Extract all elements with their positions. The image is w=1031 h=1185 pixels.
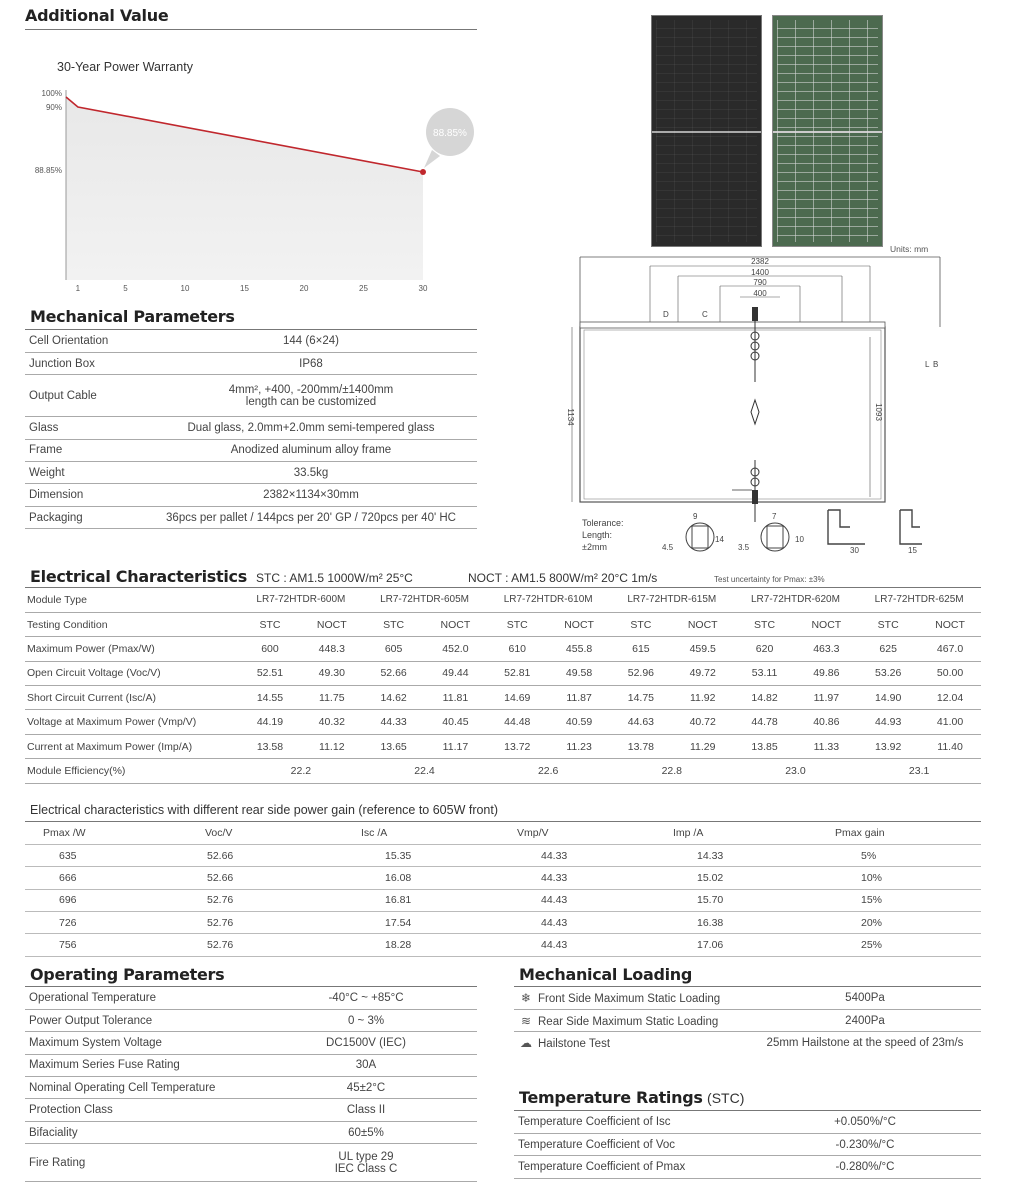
model-name: LR7-72HTDR-625M	[857, 588, 981, 612]
electrical-cell: 49.30	[301, 661, 363, 685]
mechanical-value-line: Dual glass, 2.0mm+2.0mm semi-tempered glass	[187, 421, 435, 434]
electrical-cell: 11.97	[795, 686, 857, 710]
rear-gain-header: Voc/V	[201, 822, 357, 844]
mechanical-row	[25, 439, 477, 461]
x-tick-label: 10	[180, 284, 190, 293]
model-name: LR7-72HTDR-615M	[610, 588, 734, 612]
stc-header: STC	[363, 612, 425, 636]
mechanical-label: Output Cable	[25, 375, 145, 417]
electrical-cell: 53.26	[857, 661, 919, 685]
rear-gain-cell: 52.76	[201, 934, 357, 956]
operating-label: Protection Class	[25, 1099, 255, 1121]
rear-gain-cell: 52.66	[201, 867, 357, 889]
operating-value-line: -40°C ~ +85°C	[328, 991, 404, 1004]
operating-row	[25, 1144, 477, 1182]
electrical-cell: 49.58	[548, 661, 610, 685]
temperature-value: -0.280%/°C	[749, 1156, 981, 1178]
electrical-cell: 11.81	[425, 686, 487, 710]
rear-gain-row	[25, 934, 981, 956]
mechanical-value-line: 33.5kg	[293, 466, 329, 479]
mechanical-value-line: 36pcs per pallet / 144pcs per 20' GP / 720pcs per 40' HC	[166, 511, 456, 524]
electrical-cell: 459.5	[672, 637, 734, 661]
operating-value	[255, 1144, 477, 1182]
rear-gain-cell: 17.06	[669, 934, 831, 956]
rear-gain-cell: 14.33	[669, 844, 831, 866]
warranty-chart-title: 30-Year Power Warranty	[57, 60, 193, 74]
electrical-cell: 11.87	[548, 686, 610, 710]
rear-gain-header-row	[25, 822, 981, 844]
mech-loading-row	[514, 987, 981, 1009]
dim-790: 790	[753, 278, 767, 287]
electrical-cell: 14.75	[610, 686, 672, 710]
electrical-cell: 13.92	[857, 734, 919, 758]
electrical-cell: 11.33	[795, 734, 857, 758]
rear-gain-cell: 15.02	[669, 867, 831, 889]
rear-gain-row	[25, 912, 981, 934]
mech-loading-label: Hailstone Test	[538, 1038, 611, 1051]
mech-loading-title: Mechanical Loading	[519, 965, 693, 984]
warranty-area	[66, 97, 423, 280]
electrical-cell: 13.58	[239, 734, 301, 758]
rear-gain-cell: 635	[25, 844, 201, 866]
x-tick-label: 15	[240, 284, 249, 293]
mechanical-value	[145, 506, 477, 528]
noct-conditions: NOCT : AM1.5 800W/m² 20°C 1m/s	[468, 571, 658, 585]
operating-row	[25, 1032, 477, 1054]
operating-value	[255, 1121, 477, 1143]
mechanical-label: Dimension	[25, 484, 145, 506]
electrical-cell: 620	[734, 637, 796, 661]
electrical-cell: 14.90	[857, 686, 919, 710]
detail-4-5: 4.5	[662, 543, 674, 552]
value-bubble	[424, 108, 474, 168]
efficiency-value: 22.8	[610, 759, 734, 783]
y-tick-label: 90%	[45, 103, 62, 112]
rear-gain-cell: 44.33	[513, 867, 669, 889]
efficiency-label: Module Efficiency(%)	[25, 759, 239, 783]
noct-header: NOCT	[919, 612, 981, 636]
rear-gain-header: Imp /A	[669, 822, 831, 844]
height-1093: 1093	[874, 403, 883, 421]
mechanical-value-line: Anodized aluminum alloy frame	[230, 444, 392, 457]
electrical-cell: 44.63	[610, 710, 672, 734]
rear-gain-cell: 10%	[831, 867, 981, 889]
electrical-row	[25, 734, 981, 758]
mechanical-value	[145, 417, 477, 439]
electrical-cell: 13.72	[486, 734, 548, 758]
electrical-cell: 11.75	[301, 686, 363, 710]
rear-gain-cell: 16.81	[357, 889, 513, 911]
detail-10: 10	[795, 535, 804, 544]
mech-loading-row	[514, 1032, 981, 1054]
model-name: LR7-72HTDR-610M	[486, 588, 610, 612]
wind-icon: ≋	[520, 1013, 532, 1028]
rear-gain-cell: 16.38	[669, 912, 831, 934]
mech-loading-value: 2400Pa	[749, 1009, 981, 1031]
electrical-row	[25, 637, 981, 661]
mechanical-row	[25, 462, 477, 484]
electrical-cell: 52.51	[239, 661, 301, 685]
rear-gain-cell: 5%	[831, 844, 981, 866]
electrical-cell: 40.72	[672, 710, 734, 734]
rear-gain-cell: 44.43	[513, 934, 669, 956]
temperature-title	[519, 1088, 744, 1108]
electrical-cell: 615	[610, 637, 672, 661]
electrical-cell: 463.3	[795, 637, 857, 661]
mech-loading-label: Rear Side Maximum Static Loading	[538, 1015, 719, 1028]
electrical-cell: 11.12	[301, 734, 363, 758]
rear-gain-header: Isc /A	[357, 822, 513, 844]
operating-value-line: DC1500V (IEC)	[326, 1036, 406, 1049]
electrical-cell: 41.00	[919, 710, 981, 734]
mech-loading-value: 5400Pa	[749, 987, 981, 1009]
operating-value-line: 0 ~ 3%	[347, 1014, 385, 1027]
electrical-cell: 605	[363, 637, 425, 661]
mechanical-value	[145, 330, 477, 352]
model-name: LR7-72HTDR-605M	[363, 588, 487, 612]
panel-front-image	[651, 15, 762, 247]
mechanical-row	[25, 375, 477, 417]
noct-header: NOCT	[425, 612, 487, 636]
warranty-chart	[20, 80, 480, 300]
y-tick-label: 100%	[41, 89, 62, 98]
dim-400: 400	[753, 289, 767, 298]
mechanical-value-line: 2382×1134×30mm	[263, 489, 359, 502]
electrical-cell: 14.62	[363, 686, 425, 710]
electrical-cell: 52.96	[610, 661, 672, 685]
efficiency-value: 23.0	[734, 759, 858, 783]
x-tick-label: 5	[123, 284, 128, 293]
rear-gain-cell: 52.66	[201, 844, 357, 866]
noct-header: NOCT	[548, 612, 610, 636]
mechanical-label: Packaging	[25, 506, 145, 528]
rear-gain-cell: 666	[25, 867, 201, 889]
bubble-label: 88.85%	[433, 128, 467, 139]
temperature-title-main: Temperature Ratings	[519, 1088, 703, 1107]
electrical-cell: 49.86	[795, 661, 857, 685]
panel-drawing	[560, 252, 960, 557]
module-type-row	[25, 588, 981, 612]
detail-3-5: 3.5	[738, 543, 750, 552]
operating-value-line: 30A	[355, 1059, 377, 1072]
electrical-cell: 50.00	[919, 661, 981, 685]
mechanical-row	[25, 352, 477, 374]
electrical-cell: 14.69	[486, 686, 548, 710]
temperature-value: -0.230%/°C	[749, 1133, 981, 1155]
electrical-table	[25, 588, 981, 784]
operating-value	[255, 1032, 477, 1054]
tolerance-label: Tolerance:	[582, 518, 624, 528]
temperature-label: Temperature Coefficient of Voc	[514, 1133, 749, 1155]
rear-gain-cell: 756	[25, 934, 201, 956]
x-tick-label: 25	[359, 284, 368, 293]
rear-gain-header: Pmax /W	[25, 822, 201, 844]
electrical-cell: 625	[857, 637, 919, 661]
rear-gain-cell: 696	[25, 889, 201, 911]
test-uncertainty: Test uncertainty for Pmax: ±3%	[714, 575, 825, 584]
operating-value-line: Class II	[346, 1104, 386, 1117]
electrical-cell: 11.23	[548, 734, 610, 758]
operating-label: Maximum System Voltage	[25, 1032, 255, 1054]
electrical-row-label: Short Circuit Current (Isc/A)	[25, 686, 239, 710]
efficiency-value: 22.2	[239, 759, 363, 783]
rear-gain-cell: 52.76	[201, 889, 357, 911]
electrical-cell: 44.93	[857, 710, 919, 734]
operating-label: Operational Temperature	[25, 987, 255, 1009]
mechanical-value-line: 144 (6×24)	[283, 334, 339, 347]
electrical-cell: 44.48	[486, 710, 548, 734]
temperature-row	[514, 1111, 981, 1133]
dim-1400: 1400	[751, 268, 769, 277]
efficiency-value: 23.1	[857, 759, 981, 783]
temperature-row	[514, 1156, 981, 1178]
rear-gain-cell: 17.54	[357, 912, 513, 934]
electrical-cell: 44.19	[239, 710, 301, 734]
efficiency-row	[25, 759, 981, 783]
side-label-b: B	[933, 360, 939, 369]
mechanical-title: Mechanical Parameters	[30, 307, 235, 326]
electrical-cell: 44.33	[363, 710, 425, 734]
electrical-title: Electrical Characteristics	[30, 567, 247, 586]
electrical-row-label: Voltage at Maximum Power (Vmp/V)	[25, 710, 239, 734]
operating-value-line2: IEC Class C	[334, 1162, 398, 1175]
electrical-cell: 11.17	[425, 734, 487, 758]
tolerance-length: Length:	[582, 530, 613, 540]
operating-value	[255, 1054, 477, 1076]
rear-gain-row	[25, 844, 981, 866]
operating-value	[255, 1099, 477, 1121]
electrical-cell: 52.66	[363, 661, 425, 685]
rear-gain-cell: 44.33	[513, 844, 669, 866]
electrical-cell: 600	[239, 637, 301, 661]
tolerance-value: ±2mm	[582, 542, 607, 552]
operating-value	[255, 1077, 477, 1099]
model-name: LR7-72HTDR-620M	[734, 588, 858, 612]
detail-30: 30	[850, 546, 859, 555]
mechanical-label: Glass	[25, 417, 145, 439]
rear-gain-row	[25, 889, 981, 911]
electrical-cell: 53.11	[734, 661, 796, 685]
y-tick-label: 88.85%	[34, 166, 62, 175]
efficiency-value: 22.4	[363, 759, 487, 783]
side-label-l: L	[925, 360, 930, 369]
operating-row	[25, 1054, 477, 1076]
detail-15: 15	[908, 546, 917, 555]
electrical-cell: 52.81	[486, 661, 548, 685]
rear-gain-table	[25, 822, 981, 957]
electrical-row	[25, 686, 981, 710]
temperature-label: Temperature Coefficient of Pmax	[514, 1156, 749, 1178]
electrical-cell: 448.3	[301, 637, 363, 661]
mechanical-label: Frame	[25, 439, 145, 461]
mechanical-row	[25, 417, 477, 439]
mech-loading-label-cell	[514, 987, 749, 1009]
rear-gain-cell: 15.70	[669, 889, 831, 911]
mech-loading-label-cell	[514, 1009, 749, 1031]
mechanical-value	[145, 484, 477, 506]
rear-gain-cell: 20%	[831, 912, 981, 934]
mech-loading-label: Front Side Maximum Static Loading	[538, 992, 721, 1005]
stc-header: STC	[734, 612, 796, 636]
noct-header: NOCT	[672, 612, 734, 636]
stc-header: STC	[239, 612, 301, 636]
operating-value	[255, 987, 477, 1009]
additional-value-title: Additional Value	[25, 6, 477, 30]
operating-value-line: UL type 29	[338, 1150, 394, 1163]
mechanical-value-line: 4mm², +400, -200mm/±1400mm	[228, 383, 394, 396]
mechanical-value	[145, 462, 477, 484]
electrical-cell: 40.86	[795, 710, 857, 734]
electrical-cell: 13.78	[610, 734, 672, 758]
electrical-cell: 11.40	[919, 734, 981, 758]
model-name: LR7-72HTDR-600M	[239, 588, 363, 612]
rear-gain-cell: 52.76	[201, 912, 357, 934]
electrical-row	[25, 661, 981, 685]
rear-gain-header: Pmax gain	[831, 822, 981, 844]
end-point-marker	[420, 169, 426, 175]
mechanical-row	[25, 484, 477, 506]
cloud-icon: ☁	[520, 1036, 532, 1051]
operating-value-line: 60±5%	[348, 1126, 384, 1139]
detail-9: 9	[693, 512, 698, 521]
electrical-cell: 14.55	[239, 686, 301, 710]
mechanical-value	[145, 352, 477, 374]
temperature-row	[514, 1133, 981, 1155]
operating-table	[25, 987, 477, 1182]
x-tick-label: 1	[75, 284, 81, 293]
mechanical-row	[25, 330, 477, 352]
mech-loading-row	[514, 1009, 981, 1031]
operating-label: Fire Rating	[25, 1144, 255, 1182]
label-d: D	[663, 310, 669, 319]
rear-gain-cell: 15.35	[357, 844, 513, 866]
x-tick-label: 30	[418, 284, 428, 293]
operating-title: Operating Parameters	[30, 965, 225, 984]
electrical-cell: 455.8	[548, 637, 610, 661]
operating-row	[25, 1121, 477, 1143]
operating-label: Maximum Series Fuse Rating	[25, 1054, 255, 1076]
temperature-table	[514, 1111, 981, 1179]
electrical-row-label: Maximum Power (Pmax/W)	[25, 637, 239, 661]
operating-label: Nominal Operating Cell Temperature	[25, 1077, 255, 1099]
stc-conditions: STC : AM1.5 1000W/m² 25°C	[256, 571, 413, 585]
operating-label: Power Output Tolerance	[25, 1009, 255, 1031]
mechanical-table	[25, 330, 477, 529]
temperature-label: Temperature Coefficient of Isc	[514, 1111, 749, 1133]
mechanical-value	[145, 375, 477, 417]
testing-condition-label: Testing Condition	[25, 612, 239, 636]
rear-gain-cell: 18.28	[357, 934, 513, 956]
detail-7: 7	[772, 512, 777, 521]
operating-value-line: 45±2°C	[346, 1081, 386, 1094]
rear-gain-cell: 25%	[831, 934, 981, 956]
stc-header: STC	[857, 612, 919, 636]
electrical-cell: 12.04	[919, 686, 981, 710]
electrical-cell: 610	[486, 637, 548, 661]
stc-header: STC	[486, 612, 548, 636]
electrical-cell: 40.59	[548, 710, 610, 734]
electrical-cell: 11.92	[672, 686, 734, 710]
stc-header: STC	[610, 612, 672, 636]
electrical-cell: 452.0	[425, 637, 487, 661]
mech-loading-table	[514, 987, 981, 1054]
efficiency-value: 22.6	[486, 759, 610, 783]
panel-back-image	[772, 15, 883, 247]
electrical-cell: 40.32	[301, 710, 363, 734]
electrical-row-label: Current at Maximum Power (Imp/A)	[25, 734, 239, 758]
rear-gain-row	[25, 867, 981, 889]
mech-loading-label-cell	[514, 1032, 749, 1054]
rear-gain-cell: 726	[25, 912, 201, 934]
mechanical-label: Cell Orientation	[25, 330, 145, 352]
mechanical-label: Weight	[25, 462, 145, 484]
x-tick-label: 20	[299, 284, 309, 293]
mechanical-value-line: IP68	[299, 357, 323, 370]
electrical-cell: 13.85	[734, 734, 796, 758]
mechanical-value	[145, 439, 477, 461]
noct-header: NOCT	[795, 612, 857, 636]
electrical-row-label: Open Circuit Voltage (Voc/V)	[25, 661, 239, 685]
rear-gain-cell: 44.43	[513, 889, 669, 911]
electrical-cell: 49.44	[425, 661, 487, 685]
electrical-cell: 40.45	[425, 710, 487, 734]
snowflake-icon: ❄	[520, 990, 532, 1005]
mechanical-value-line2: length can be customized	[245, 395, 377, 408]
dim-2382: 2382	[751, 257, 769, 266]
rear-gain-cell: 44.43	[513, 912, 669, 934]
operating-row	[25, 1009, 477, 1031]
electrical-cell: 13.65	[363, 734, 425, 758]
operating-row	[25, 1099, 477, 1121]
electrical-cell: 44.78	[734, 710, 796, 734]
units-label: Units: mm	[890, 244, 929, 254]
label-c: C	[702, 310, 708, 319]
electrical-row	[25, 710, 981, 734]
rear-gain-title: Electrical characteristics with different rear side power gain (reference to 605W front)	[30, 803, 499, 817]
rear-gain-header: Vmp/V	[513, 822, 669, 844]
electrical-cell: 49.72	[672, 661, 734, 685]
operating-row	[25, 987, 477, 1009]
module-type-label: Module Type	[25, 588, 239, 612]
temperature-value: +0.050%/°C	[749, 1111, 981, 1133]
electrical-cell: 14.82	[734, 686, 796, 710]
mechanical-label: Junction Box	[25, 352, 145, 374]
mech-loading-value: 25mm Hailstone at the speed of 23m/s	[766, 1037, 964, 1050]
temperature-title-suffix: (STC)	[707, 1090, 745, 1106]
rear-gain-cell: 16.08	[357, 867, 513, 889]
operating-value	[255, 1009, 477, 1031]
noct-header: NOCT	[301, 612, 363, 636]
detail-14: 14	[715, 535, 724, 544]
testing-condition-row	[25, 612, 981, 636]
mechanical-row	[25, 506, 477, 528]
operating-row	[25, 1077, 477, 1099]
height-1134: 1134	[566, 408, 575, 426]
electrical-cell: 467.0	[919, 637, 981, 661]
electrical-cell: 11.29	[672, 734, 734, 758]
rear-gain-cell: 15%	[831, 889, 981, 911]
operating-label: Bifaciality	[25, 1121, 255, 1143]
